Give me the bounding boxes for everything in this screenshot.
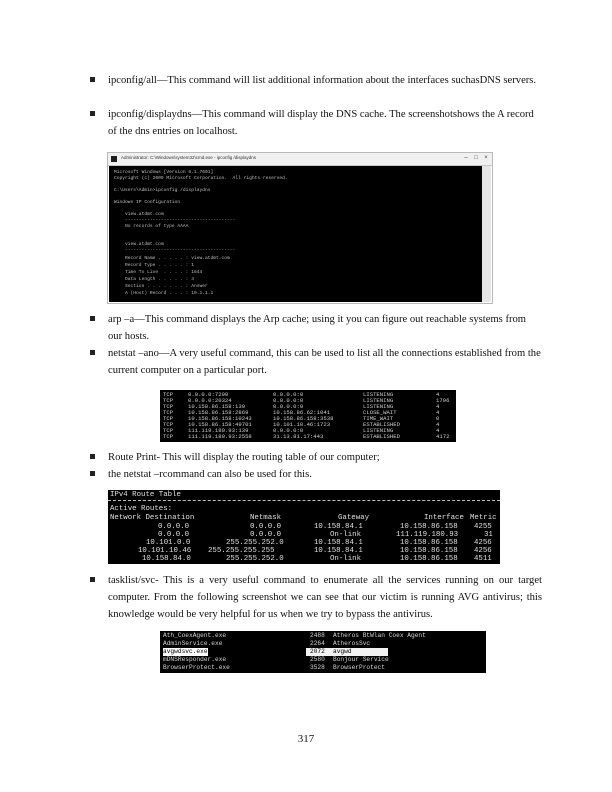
column-header: Network Destination [110, 514, 195, 522]
console-line: Section . . . . . . . : Answer [114, 284, 208, 289]
route-cell: 0.0.0.0 [158, 523, 190, 531]
netstat-row: TCP 111.119.180.93:139 0.0.0.0:0 LISTENING 4 [163, 427, 440, 434]
route-cell: 10.101.0.0 [146, 539, 191, 547]
tasklist-row: Ath_CoexAgent.exe 2488 Atheros BtWlan Coex Agent [163, 632, 426, 639]
bullet-ipconfig-displaydns [90, 106, 542, 140]
route-cell: 4256 [474, 547, 492, 555]
route-cell: 10.158.86.158 [400, 523, 458, 531]
bullet-text: ipconfig/all—This command will list additional information about the interfaces suchasDNS servers. [108, 75, 537, 86]
netstat-row: TCP 10.158.86.158:139 0.0.0.0:0 LISTENING 4 [163, 403, 440, 410]
route-cell: 10.158.86.158 [400, 539, 458, 547]
route-cell: On-link [330, 531, 362, 539]
netstat-row: TCP 10.158.86.158:49701 10.101.10.46:1723 ESTABLISHED 4 [163, 421, 440, 428]
active-routes-label: Active Routes: [110, 505, 173, 513]
route-table-screenshot [108, 490, 500, 564]
bullet-text: ipconfig/displaydns—This command will display the DNS cache. The screenshotshows the A record of the dns entries on localhost. [108, 109, 534, 137]
route-cell: 0.0.0.0 [250, 523, 282, 531]
dashed-separator [108, 500, 500, 501]
bullet-square-icon [90, 316, 95, 321]
bullet-ipconfig-all [90, 72, 542, 89]
console-body [109, 166, 482, 302]
tasklist-row: AdminService.exe 2264 AtherosSvc [163, 640, 371, 647]
bullet-square-icon [90, 350, 95, 355]
console-line: Record Name . . . . . : view.atdmt.com [114, 256, 230, 261]
netstat-row: TCP 0.0.0.0:7290 0.0.0.0:0 LISTENING 4 [163, 391, 440, 398]
netstat-row: TCP 10.158.86.158:2869 10.158.86.62:1041 CLOSE_WAIT 4 [163, 409, 440, 416]
console-line: view.atdmt.com [114, 242, 164, 247]
displaydns-screenshot [108, 153, 492, 303]
console-line: C:\Users\Admin>ipconfig /displaydns [114, 188, 211, 193]
route-cell: 255.255.255.255 [208, 547, 275, 555]
console-line: A (Host) Record . . . : 10.1.1.1 [114, 291, 214, 296]
console-line: Microsoft Windows [Version 6.1.7601] [114, 170, 214, 175]
maximize-icon: □ [474, 155, 478, 161]
route-cell: 0.0.0.0 [250, 531, 282, 539]
console-line: ---------------------------------------- [114, 248, 236, 253]
bullet-netstat-r [90, 466, 542, 483]
page-number: 317 [297, 733, 315, 745]
console-line: Copyright (c) 2009 Microsoft Corporation. All rights reserved. [114, 176, 288, 181]
console-title: Administrator: C:\Windows\system32\cmd.exe - ipconfig /displaydns [121, 155, 257, 160]
netstat-row: TCP 0.0.0.0:20324 0.0.0.0:0 LISTENING 1796 [163, 397, 450, 404]
route-cell: 4255 [474, 523, 492, 531]
cmd-icon [111, 156, 117, 162]
bullet-text: netstat –ano—A very useful command, this can be used to list all the connections established from the current computer on a particular port. [108, 348, 541, 376]
route-cell: 111.119.180.93 [396, 531, 459, 539]
route-cell: 255.255.252.0 [226, 539, 284, 547]
route-cell: 255.255.252.0 [226, 555, 284, 563]
netstat-screenshot [160, 390, 456, 442]
bullet-tasklist [90, 572, 542, 623]
console-line: Record Type . . . . . : 1 [114, 263, 194, 268]
minimize-icon: – [464, 155, 468, 161]
column-header: Interface [424, 514, 464, 522]
route-cell: 10.158.84.1 [314, 523, 363, 531]
netstat-row: TCP 111.119.180.93:2558 31.13.81.17:443 ESTABLISHED 4172 [163, 433, 450, 440]
bullet-square-icon [90, 454, 95, 459]
bullet-arp [90, 311, 542, 345]
console-line: Windows IP Configuration [114, 200, 181, 205]
close-icon: × [484, 155, 488, 161]
bullet-square-icon [90, 111, 95, 116]
tasklist-row: BrowserProtect.exe 3528 BrowserProtect [163, 664, 385, 671]
route-cell: On-link [330, 555, 362, 563]
route-cell: 10.101.10.46 [138, 547, 192, 555]
tasklist-screenshot [160, 631, 486, 673]
route-cell: 10.158.84.0 [142, 555, 191, 563]
route-cell: 10.158.86.158 [400, 555, 458, 563]
route-cell: 10.158.84.1 [314, 547, 363, 555]
console-scrollbar [482, 166, 491, 302]
console-line: ---------------------------------------- [114, 218, 236, 223]
route-cell: 10.158.86.158 [400, 547, 458, 555]
column-header: Metric [470, 514, 497, 522]
route-cell: 10.158.84.1 [314, 539, 363, 547]
column-header: Gateway [338, 514, 370, 522]
route-cell: 31 [484, 531, 493, 539]
bullet-square-icon [90, 577, 95, 582]
console-line: view.atdmt.com [114, 212, 164, 217]
route-cell: 0.0.0.0 [158, 531, 190, 539]
bullet-text: arp –a—This command displays the Arp cache; using it you can figure out reachable systems from our hosts. [108, 314, 527, 342]
column-header: Netmask [250, 514, 282, 522]
console-line: No records of type AAAA [114, 224, 189, 229]
route-cell: 4511 [474, 555, 492, 563]
bullet-square-icon [90, 77, 95, 82]
route-cell: 4256 [474, 539, 492, 547]
console-line: Time To Live . . . . : 1644 [114, 270, 203, 275]
tasklist-row-highlighted: avgwdsvc.exe 2072 avgwd [160, 648, 486, 656]
route-table-header: IPv4 Route Table [110, 491, 181, 499]
netstat-row: TCP 10.158.86.158:10243 10.158.86.158:3538 TIME_WAIT 0 [163, 415, 440, 422]
bullet-text: Route Print- This will display the routing table of our computer; [108, 452, 380, 463]
bullet-text: the netstat –rcommand can also be used for this. [108, 469, 312, 480]
tasklist-row: mDNSResponder.exe 2580 Bonjour Service [163, 656, 389, 663]
console-titlebar [108, 153, 492, 166]
bullet-square-icon [90, 471, 95, 476]
bullet-route-print [90, 449, 542, 466]
bullet-text: tasklist/svc- This is a very useful command to enumerate all the services running on our target computer. From the following screenshot we can see that our victim is running AVG antivirus; this knowledge would be very helpful for us when we try to bypass the antivirus. [108, 575, 542, 620]
bullet-netstat-ano [90, 345, 542, 379]
console-line: Data Length . . . . . : 4 [114, 277, 194, 282]
